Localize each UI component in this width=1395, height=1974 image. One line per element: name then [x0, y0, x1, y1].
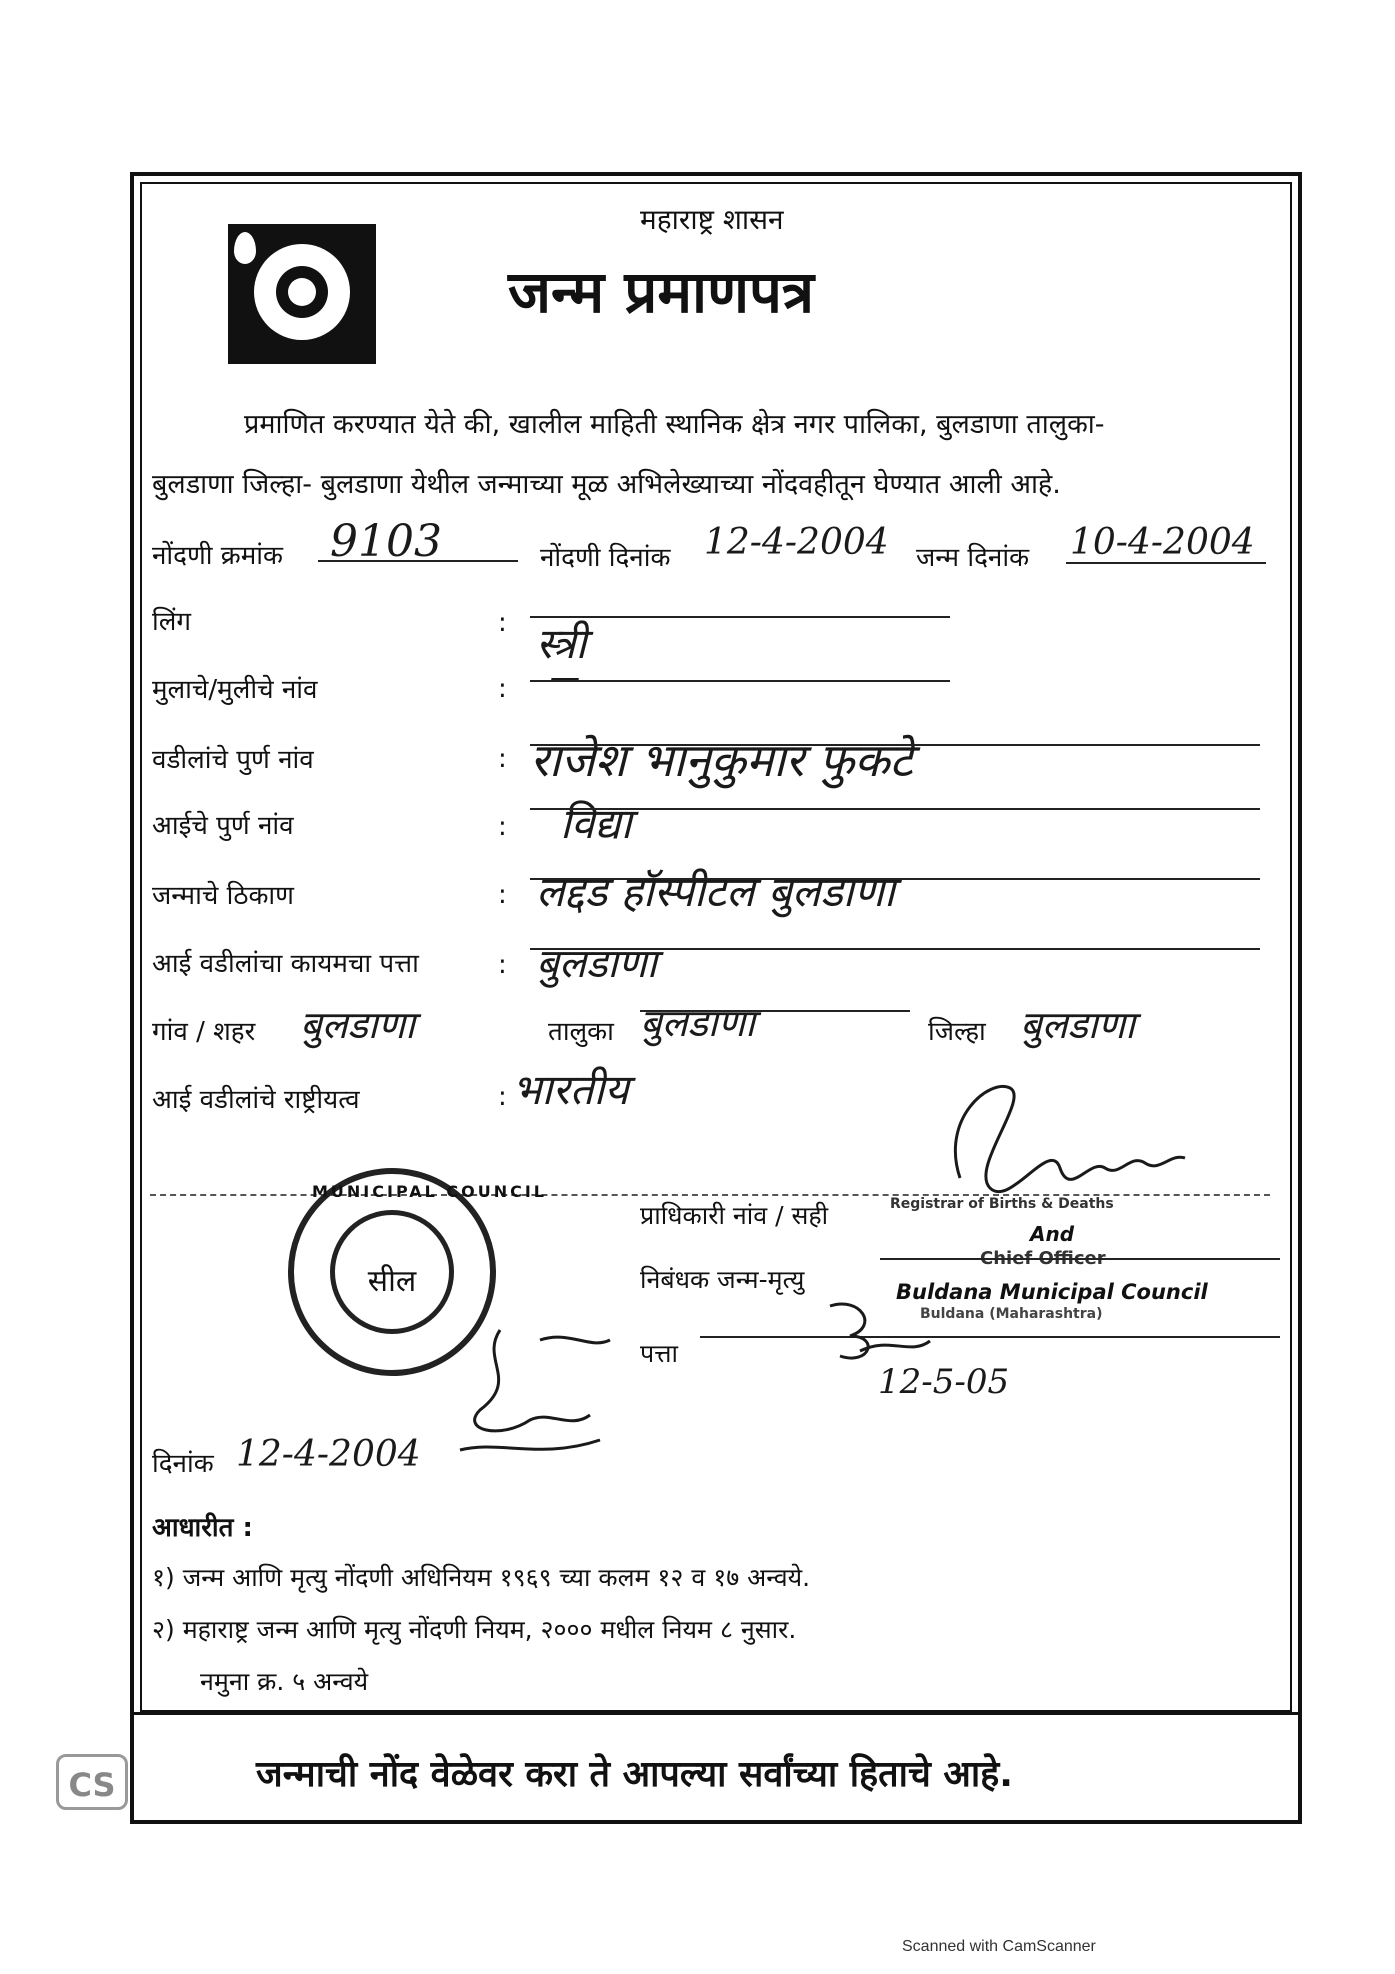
stamp-line-2: And — [1030, 1222, 1075, 1246]
registrar-line — [880, 1258, 1280, 1260]
child-name-value: — — [550, 660, 580, 695]
birth-date-line — [1066, 562, 1266, 564]
sex-line — [530, 616, 950, 618]
camscanner-logo-icon: CS — [56, 1754, 128, 1810]
authority-address-line — [700, 1336, 1280, 1338]
issue-date-label: दिनांक — [152, 1449, 214, 1479]
birthplace-label: जन्माचे ठिकाण — [152, 881, 294, 911]
address-value: बुलडाणा — [536, 941, 657, 987]
stamp-line-3: Chief Officer — [980, 1248, 1106, 1269]
birthplace-line — [530, 878, 1260, 880]
registration-number-label: नोंदणी क्रमांक — [152, 541, 283, 571]
government-emblem-icon — [228, 224, 376, 364]
stamp-line-5: Buldana (Maharashtra) — [920, 1306, 1103, 1322]
sex-colon: : — [498, 608, 507, 638]
village-value: बुलडाणा — [300, 1003, 415, 1047]
issue-date-value: 12-4-2004 — [236, 1434, 421, 1475]
sex-label: लिंग — [152, 607, 192, 637]
government-header: महाराष्ट्र शासन — [640, 203, 784, 236]
basis-item-1: १) जन्म आणि मृत्यु नोंदणी अधिनियम १९६९ च्या कलम १२ व १७ अन्वये. — [152, 1563, 811, 1592]
intro-line-2: बुलडाणा जिल्हा- बुलडाणा येथील जन्माच्या मूळ अभिलेख्याच्या नोंदवहीतून घेण्यात आली आहे. — [152, 469, 1061, 500]
seal-ring-text: MUNICIPAL COUNCIL — [312, 1182, 547, 1201]
seal-signature — [440, 1320, 640, 1470]
father-name-label: वडीलांचे पुर्ण नांव — [152, 745, 314, 775]
nationality-value: भारतीय — [512, 1065, 629, 1114]
registration-date-label: नोंदणी दिनांक — [540, 543, 671, 573]
birthplace-colon: : — [498, 880, 507, 910]
basis-heading: आधारीत : — [152, 1513, 253, 1543]
birth-date-value: 10-4-2004 — [1070, 522, 1255, 563]
basis-item-3: नमुना क्र. ५ अन्वये — [200, 1667, 369, 1696]
child-name-label: मुलाचे/मुलीचे नांव — [152, 675, 318, 705]
address-colon: : — [498, 950, 507, 980]
nationality-colon: : — [498, 1082, 507, 1112]
registration-date-value: 12-4-2004 — [704, 522, 889, 563]
nationality-label: आई वडीलांचे राष्ट्रीयत्व — [152, 1085, 360, 1115]
birth-date-label: जन्म दिनांक — [916, 543, 1030, 573]
mother-name-label: आईचे पुर्ण नांव — [152, 811, 294, 841]
seal-label: सील — [367, 1264, 417, 1299]
father-name-value: राजेश भानुकुमार फुकटे — [530, 733, 913, 787]
district-value: बुलडाणा — [1020, 1003, 1135, 1047]
mother-name-colon: : — [498, 812, 507, 842]
footer-slogan: जन्माची नोंद वेळेवर करा ते आपल्या सर्वांच्या हिताचे आहे. — [256, 1754, 1013, 1795]
district-label: जिल्हा — [928, 1017, 986, 1047]
father-name-line — [530, 744, 1260, 746]
registrar-label: निबंधक जन्म-मृत्यु — [640, 1265, 805, 1294]
taluka-label: तालुका — [548, 1017, 614, 1047]
stamp-line-1: Registrar of Births & Deaths — [890, 1196, 1114, 1212]
child-name-line — [530, 680, 950, 682]
address-label: आई वडीलांचा कायमचा पत्ता — [152, 949, 419, 979]
registration-number-value: 9103 — [330, 516, 442, 567]
village-label: गांव / शहर — [152, 1017, 256, 1047]
taluka-value: बुलडाणा — [640, 1001, 755, 1045]
mother-name-value: विद्या — [560, 799, 632, 848]
birthplace-value: लद्दड हॉस्पीटल बुलडाणा — [536, 867, 895, 916]
authority-address-label: पत्ता — [640, 1339, 678, 1368]
authority-name-sign-label: प्राधिकारी नांव / सही — [640, 1201, 829, 1230]
address-line — [530, 948, 1260, 950]
mother-name-line — [530, 808, 1260, 810]
scanner-watermark: Scanned with CamScanner — [902, 1938, 1096, 1955]
intro-line-1: प्रमाणित करण्यात येते की, खालील माहिती स्थानिक क्षेत्र नगर पालिका, बुलडाणा तालुका- — [244, 409, 1105, 440]
sign-date: 12-5-05 — [878, 1362, 1010, 1402]
sex-value: स्त्री — [536, 619, 587, 668]
certificate-title: जन्म प्रमाणपत्र — [508, 258, 814, 326]
authority-signature — [930, 1058, 1210, 1208]
registration-number-line — [318, 560, 518, 562]
registrar-signature — [820, 1296, 940, 1376]
stamp-line-4: Buldana Municipal Council — [896, 1280, 1208, 1304]
basis-item-2: २) महाराष्ट्र जन्म आणि मृत्यु नोंदणी नियम, २००० मधील नियम ८ नुसार. — [152, 1615, 797, 1644]
father-name-colon: : — [498, 744, 507, 774]
child-name-colon: : — [498, 674, 507, 704]
taluka-line — [640, 1010, 910, 1012]
